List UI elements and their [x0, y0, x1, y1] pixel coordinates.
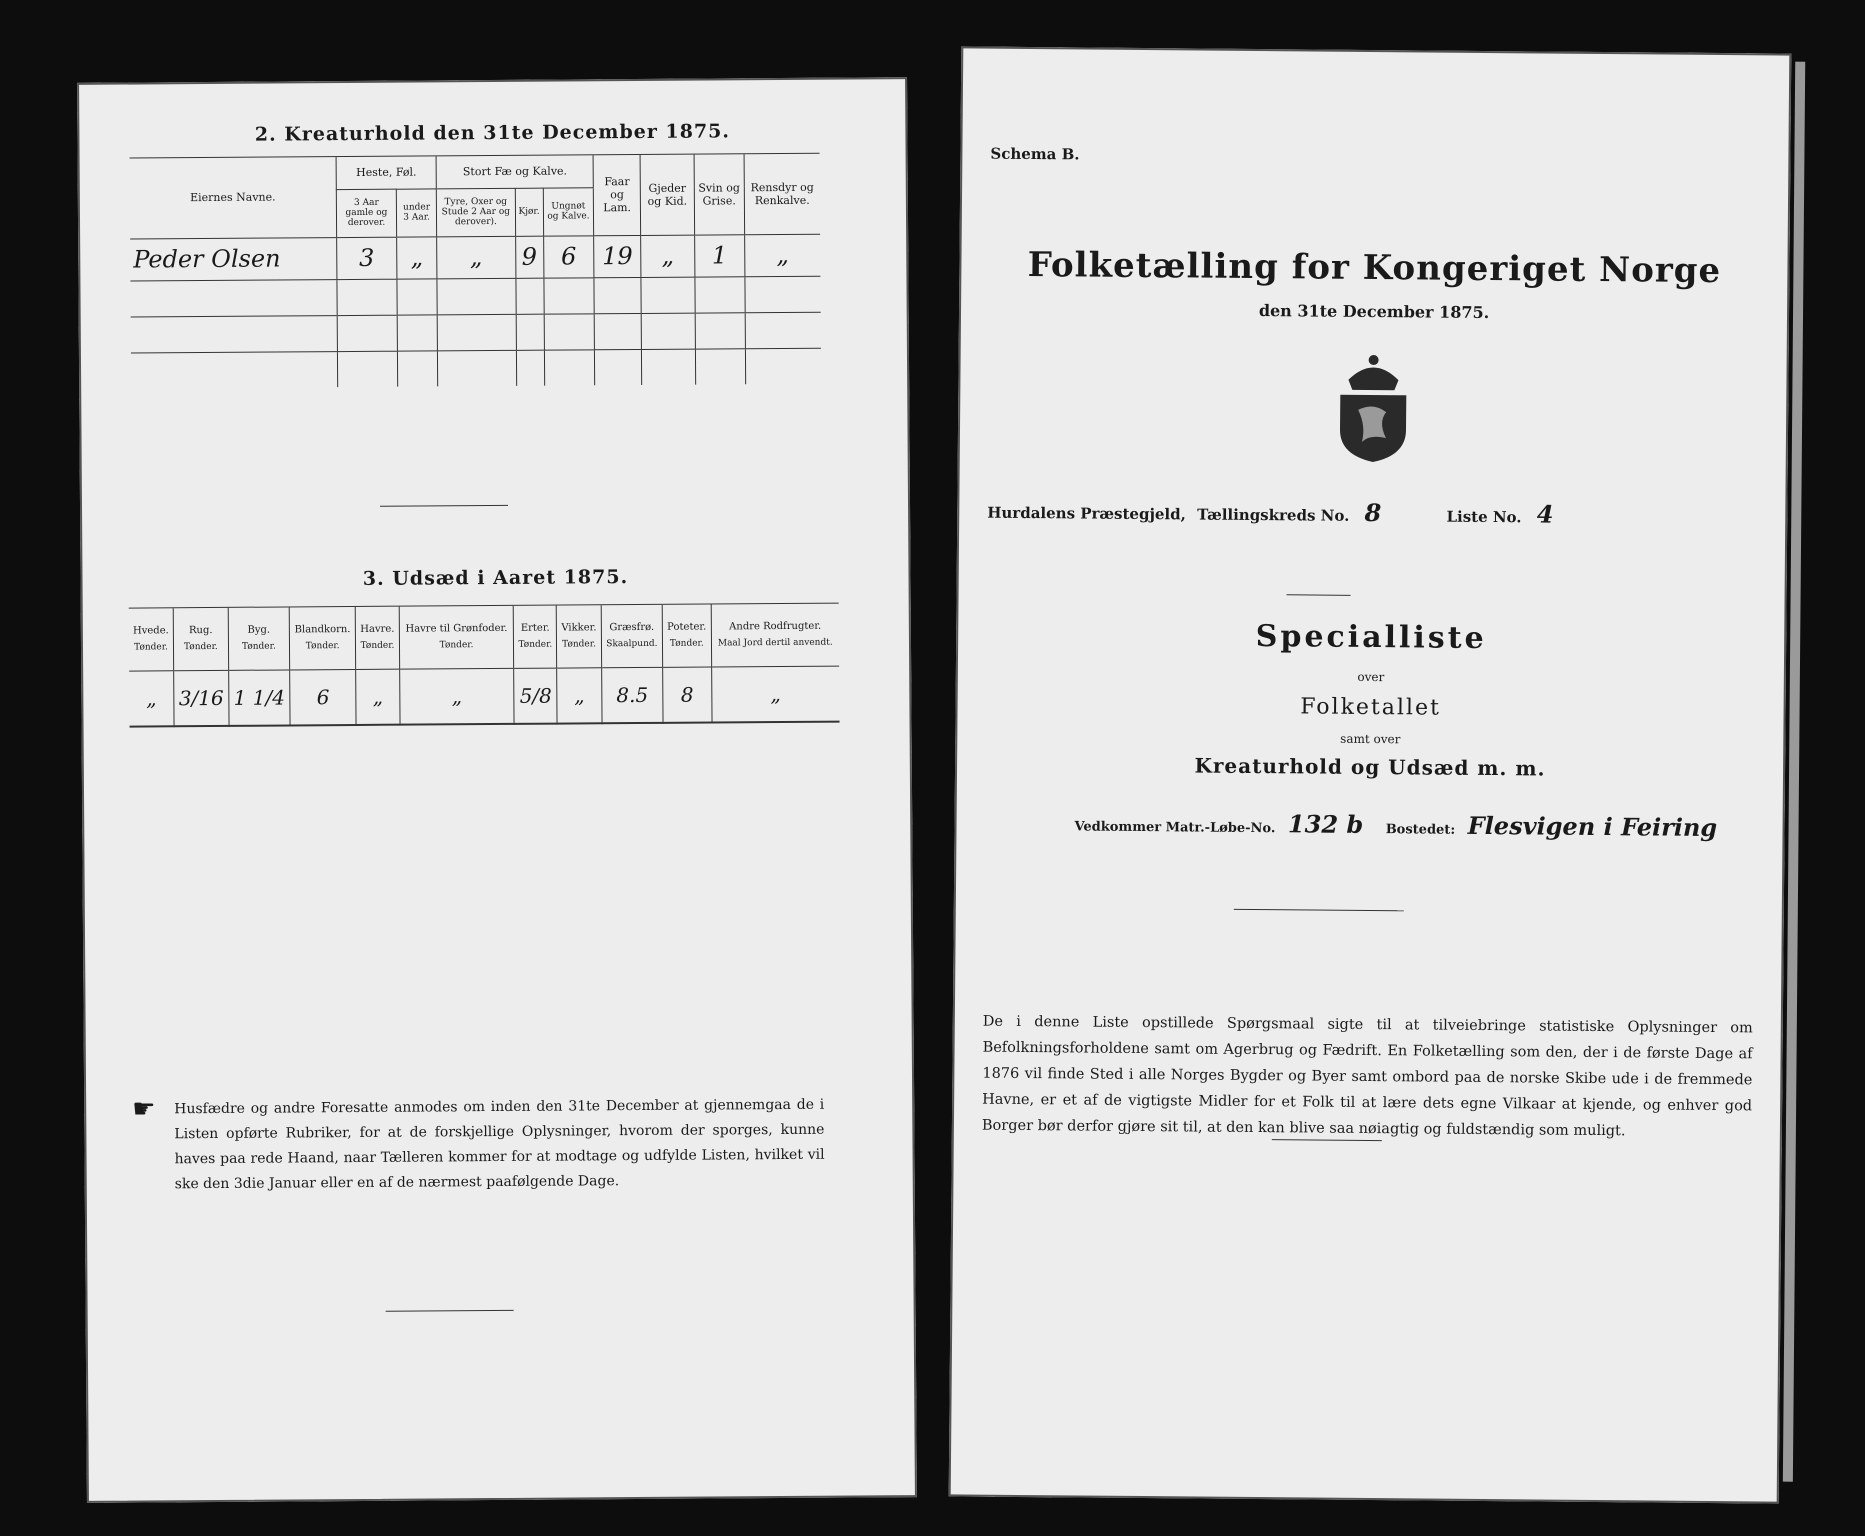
- cell: 1: [694, 234, 744, 276]
- seed-header-unit: Skaalpund.: [606, 639, 658, 650]
- seed-header-name: Vikker.: [561, 622, 597, 634]
- seed-header-name: Poteter.: [667, 621, 707, 634]
- district-label: Tællingskreds No.: [1197, 505, 1350, 525]
- seed-header: [399, 606, 514, 669]
- owner-name: Peder Olsen: [130, 237, 337, 280]
- kreaturhold-heading: Kreaturhold og Udsæd m. m.: [1194, 753, 1546, 781]
- cell: 9: [515, 236, 543, 278]
- faar-header: Faar og Lam.: [593, 155, 640, 235]
- heste-b-header: under 3 Aar.: [396, 188, 437, 236]
- parish-line: [987, 495, 1777, 531]
- section3-title: 3. Udsæd i Aaret 1875.: [362, 566, 629, 590]
- over-text: over: [1357, 669, 1385, 685]
- seed-header-unit: Tønder.: [562, 639, 596, 650]
- seed-cell: 6: [290, 669, 357, 725]
- seed-header-name: Byg.: [247, 624, 271, 636]
- stort-header: Stort Fæ og Kalve.: [436, 155, 593, 188]
- pointing-hand-icon: ☛: [132, 1094, 156, 1125]
- specialliste-heading: Specialliste: [1255, 618, 1487, 657]
- rensdyr-header: Rensdyr og Renkalve.: [744, 154, 820, 235]
- folketallet-heading: Folketallet: [1300, 694, 1441, 721]
- matr-number: 132 b: [1287, 809, 1364, 839]
- list-number: 4: [1536, 499, 1554, 529]
- seed-table: [129, 604, 840, 728]
- seed-header-name: Rug.: [188, 625, 213, 637]
- seed-header-name: Havre til Grønfoder.: [405, 623, 508, 635]
- note-text: Husfædre og andre Foresatte anmodes om inden den 31te December at gjennemgaa de i Listen opførte Rubriker, for at de forskjellige Oplysninger, hvorom der sporges, kunne haves paa rede Haand, naar Tælleren kommer for at modtage og udfylde Listen, hvilket vil ske den 3die Januar eller en af de nærmest paafølgende Dage.: [174, 1096, 825, 1193]
- seed-cell: 1 1/4: [228, 669, 290, 725]
- seed-header-unit: Tønder.: [241, 641, 276, 653]
- heste-a-header: 3 Aar gamle og derover.: [345, 197, 388, 229]
- seed-header-unit: Tønder.: [439, 640, 474, 651]
- seed-cell: „: [557, 667, 602, 723]
- seed-header: [601, 605, 663, 667]
- owner-header: Eiernes Navne.: [130, 157, 337, 238]
- seed-header: [228, 607, 290, 669]
- svin-header: Svin og Grise.: [694, 154, 744, 234]
- seed-header-unit: Tønder.: [360, 640, 395, 652]
- seed-cell: „: [356, 669, 400, 725]
- seed-header-unit: Tønder.: [305, 641, 340, 652]
- seed-header-unit: Tønder.: [134, 642, 168, 653]
- seed-header-name: Erter.: [520, 622, 550, 635]
- bosted-label: Bostedet:: [1385, 822, 1456, 838]
- stort-c-header: Ungnøt og Kalve.: [543, 187, 594, 235]
- parish-name: Hurdalens Præstegjeld,: [987, 503, 1186, 524]
- seed-header-unit: Tønder.: [183, 642, 218, 653]
- district-number: 8: [1364, 497, 1382, 528]
- cell: 3: [337, 237, 397, 279]
- right-page: [949, 46, 1792, 1503]
- seed-cell: „: [399, 668, 514, 725]
- seed-row: [129, 666, 839, 727]
- heste-header: Heste, Føl.: [336, 156, 436, 189]
- seed-cell: 5/8: [514, 668, 557, 724]
- seed-header: [662, 605, 711, 667]
- seed-header-name: Græsfrø.: [609, 622, 655, 634]
- seed-header-unit: Tønder.: [518, 639, 553, 651]
- bosted-value: Flesvigen i Feiring: [1467, 810, 1718, 843]
- gjeder-header: Gjeder og Kid.: [640, 155, 694, 235]
- seed-header: [711, 604, 839, 667]
- norway-coat-of-arms-icon: [1328, 350, 1419, 466]
- seed-header-unit: Tønder.: [669, 638, 704, 650]
- cell: „: [437, 236, 516, 279]
- left-page: [77, 77, 917, 1503]
- main-title: Folketælling for Kongeriget Norge: [1027, 244, 1722, 292]
- seed-cell: 8: [663, 667, 712, 723]
- list-label: Liste No.: [1446, 507, 1522, 527]
- seed-cell: 3/16: [174, 670, 229, 726]
- stort-b-header: Kjør.: [515, 188, 543, 236]
- livestock-table: [130, 154, 822, 389]
- matr-line: [1074, 807, 1774, 842]
- seed-cell: 8.5: [601, 667, 663, 723]
- info-paragraph: De i denne Liste opstillede Spørgsmaal sigte til at tilveiebringe statistiske Oplysninger om Befolkningsforholdene samt om Agerbrug og Fædrift. En Folketælling som den, der i de første Dage af 1876 vil finde Sted i alle Norges Bygder og Byer samt ombord paa de norske Skibe ude i de fremmede Havne, er et af de vigtigste Midler for et Folk til at lære dets egne Vilkaar at kjende, og enhver god Borger bør derfor gjøre sit til, at den kan blive saa nøiagtig og fuldstændig som muligt.: [981, 1013, 1753, 1140]
- seed-header: [129, 608, 174, 670]
- seed-cell: „: [711, 666, 839, 723]
- seed-header: [514, 606, 557, 668]
- census-date: den 31te December 1875.: [1258, 301, 1490, 323]
- seed-header-name: Andre Rodfrugter.: [729, 620, 822, 633]
- seed-header-name: Hvede.: [132, 625, 169, 637]
- samt-over-text: samt over: [1340, 731, 1401, 747]
- seed-header: [356, 607, 400, 669]
- cell: „: [641, 235, 695, 277]
- cell: 19: [594, 235, 641, 277]
- cell: „: [744, 234, 820, 277]
- seed-header-unit: Maal Jord dertil anvendt.: [717, 637, 833, 649]
- stort-a-header: Tyre, Oxer og Stude 2 Aar og derover).: [437, 188, 516, 237]
- seed-header: [173, 608, 228, 670]
- cell: 6: [543, 235, 594, 277]
- matr-label: Vedkommer Matr.-Løbe-No.: [1074, 819, 1276, 837]
- seed-header-name: Blandkorn.: [294, 624, 351, 636]
- schema-label: Schema B.: [990, 144, 1080, 164]
- livestock-row: [130, 234, 820, 281]
- cell: „: [397, 236, 438, 278]
- seed-header-name: Havre.: [360, 623, 395, 636]
- seed-header: [289, 607, 356, 669]
- seed-header: [557, 605, 602, 667]
- seed-cell: „: [146, 686, 157, 711]
- section2-title: 2. Kreaturhold den 31te December 1875.: [254, 120, 731, 146]
